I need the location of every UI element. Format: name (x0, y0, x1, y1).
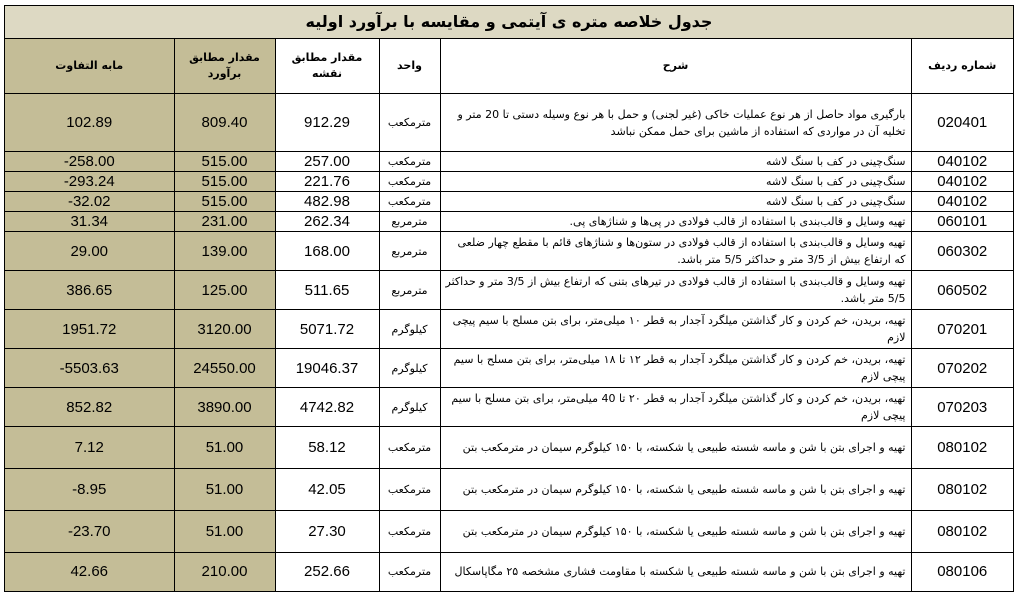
row-code: 040102 (911, 192, 1013, 212)
row-unit: کیلوگرم (379, 388, 440, 427)
table-row (5, 152, 1013, 172)
row-unit: مترمکعب (379, 94, 440, 152)
header-unit: واحد (379, 39, 440, 94)
row-difference: -32.02 (5, 192, 174, 212)
table-title: جدول خلاصه متره ی آیتمی و مقایسه با برآورد اولیه (5, 6, 1013, 39)
row-difference: 852.82 (5, 388, 174, 427)
table-row (5, 469, 1013, 511)
row-plan-qty: 912.29 (275, 94, 379, 152)
row-estimate-qty: 51.00 (174, 511, 275, 553)
row-plan-qty: 27.30 (275, 511, 379, 553)
row-unit: کیلوگرم (379, 349, 440, 388)
table-row (5, 192, 1013, 212)
row-code: 080102 (911, 511, 1013, 553)
row-estimate-qty: 515.00 (174, 172, 275, 192)
row-description: تهیه و اجرای بتن با شن و ماسه شسته طبیعی یا شکسته، با ۱۵۰ کیلوگرم سیمان در مترمکعب بتن (440, 427, 911, 469)
row-plan-qty: 5071.72 (275, 310, 379, 349)
header-estimate-qty: مقدار مطابق برآورد (174, 39, 275, 94)
row-code: 060101 (911, 212, 1013, 232)
row-description: تهیه، بریدن، خم کردن و کار گذاشتن میلگرد آجدار به قطر ۱۲ تا ۱۸ میلی‌متر، برای بتن مسلح با سیم پیچی لازم (440, 349, 911, 388)
row-estimate-qty: 210.00 (174, 553, 275, 591)
row-estimate-qty: 515.00 (174, 152, 275, 172)
row-plan-qty: 511.65 (275, 271, 379, 310)
row-difference: -258.00 (5, 152, 174, 172)
row-description: سنگ‌چینی در کف با سنگ لاشه (440, 152, 911, 172)
row-description: تهیه و اجرای بتن با شن و ماسه شسته طبیعی یا شکسته، با ۱۵۰ کیلوگرم سیمان در مترمکعب بتن (440, 469, 911, 511)
row-plan-qty: 257.00 (275, 152, 379, 172)
header-description: شرح (440, 39, 911, 94)
row-description: تهیه، بریدن، خم کردن و کار گذاشتن میلگرد آجدار به قطر ۲۰ تا 40 میلی‌متر، برای بتن مسلح با سیم پیچی لازم (440, 388, 911, 427)
header-difference: مابه التفاوت (5, 39, 174, 94)
row-estimate-qty: 3890.00 (174, 388, 275, 427)
row-estimate-qty: 51.00 (174, 469, 275, 511)
table-row (5, 310, 1013, 349)
row-description: تهیه و اجرای بتن با شن و ماسه شسته طبیعی یا شکسته، با ۱۵۰ کیلوگرم سیمان در مترمکعب بتن (440, 511, 911, 553)
row-estimate-qty: 51.00 (174, 427, 275, 469)
table-row (5, 388, 1013, 427)
table-row (5, 232, 1013, 271)
row-difference: -5503.63 (5, 349, 174, 388)
row-plan-qty: 42.05 (275, 469, 379, 511)
row-estimate-qty: 125.00 (174, 271, 275, 310)
row-unit: مترمکعب (379, 192, 440, 212)
row-difference: -8.95 (5, 469, 174, 511)
table-row (5, 349, 1013, 388)
table-row (5, 511, 1013, 553)
header-plan-qty: مقدار مطابق نقشه (275, 39, 379, 94)
header-row-no: شماره ردیف (911, 39, 1013, 94)
row-difference: 102.89 (5, 94, 174, 152)
row-estimate-qty: 515.00 (174, 192, 275, 212)
row-description: تهیه و اجرای بتن با شن و ماسه شسته طبیعی یا شکسته با مقاومت فشاری مشخصه ۲۵ مگاپاسکال (440, 553, 911, 591)
row-code: 060302 (911, 232, 1013, 271)
row-code: 080102 (911, 427, 1013, 469)
row-plan-qty: 252.66 (275, 553, 379, 591)
table-row (5, 271, 1013, 310)
row-plan-qty: 482.98 (275, 192, 379, 212)
row-difference: -293.24 (5, 172, 174, 192)
table-row (5, 94, 1013, 152)
row-code: 040102 (911, 172, 1013, 192)
row-code: 080102 (911, 469, 1013, 511)
row-unit: مترمکعب (379, 152, 440, 172)
row-code: 080106 (911, 553, 1013, 591)
row-description: تهیه وسایل و قالب‌بندی با استفاده از قالب فولادی در تیرهای بتنی که ارتفاع بیش از 3/5 متر و حداکثر 5/5 متر باشد. (440, 271, 911, 310)
table-row (5, 427, 1013, 469)
row-plan-qty: 168.00 (275, 232, 379, 271)
row-code: 070202 (911, 349, 1013, 388)
row-difference: 386.65 (5, 271, 174, 310)
row-code: 040102 (911, 152, 1013, 172)
row-code: 020401 (911, 94, 1013, 152)
row-description: تهیه وسایل و قالب‌بندی با استفاده از قالب فولادی در ستون‌ها و شناژهای قائم با مقطع چهار ضلعی که ارتفاع بیش از 3/5 متر و حداکثر 5/5 متر باشد. (440, 232, 911, 271)
row-estimate-qty: 24550.00 (174, 349, 275, 388)
row-plan-qty: 4742.82 (275, 388, 379, 427)
row-unit: کیلوگرم (379, 310, 440, 349)
row-unit: مترمکعب (379, 427, 440, 469)
row-description: سنگ‌چینی در کف با سنگ لاشه (440, 192, 911, 212)
table-row (5, 212, 1013, 232)
row-code: 060502 (911, 271, 1013, 310)
row-unit: مترمربع (379, 271, 440, 310)
summary-sheet (4, 5, 1014, 592)
row-difference: 42.66 (5, 553, 174, 591)
row-difference: -23.70 (5, 511, 174, 553)
row-difference: 1951.72 (5, 310, 174, 349)
header-row (5, 39, 1013, 94)
quantity-table (5, 39, 1013, 591)
row-unit: مترمکعب (379, 469, 440, 511)
row-estimate-qty: 231.00 (174, 212, 275, 232)
row-code: 070203 (911, 388, 1013, 427)
row-description: تهیه وسایل و قالب‌بندی با استفاده از قالب فولادی در پی‌ها و شناژهای پی. (440, 212, 911, 232)
row-estimate-qty: 809.40 (174, 94, 275, 152)
row-plan-qty: 19046.37 (275, 349, 379, 388)
row-plan-qty: 221.76 (275, 172, 379, 192)
row-estimate-qty: 139.00 (174, 232, 275, 271)
table-body (5, 94, 1013, 591)
row-plan-qty: 262.34 (275, 212, 379, 232)
row-description: سنگ‌چینی در کف با سنگ لاشه (440, 172, 911, 192)
row-plan-qty: 58.12 (275, 427, 379, 469)
table-row (5, 172, 1013, 192)
row-difference: 7.12 (5, 427, 174, 469)
row-difference: 31.34 (5, 212, 174, 232)
row-code: 070201 (911, 310, 1013, 349)
row-difference: 29.00 (5, 232, 174, 271)
row-unit: مترمربع (379, 232, 440, 271)
table-row (5, 553, 1013, 591)
row-unit: مترمکعب (379, 553, 440, 591)
row-description: تهیه، بریدن، خم کردن و کار گذاشتن میلگرد آجدار به قطر ۱۰ میلی‌متر، برای بتن مسلح با سیم پیچی لازم (440, 310, 911, 349)
row-estimate-qty: 3120.00 (174, 310, 275, 349)
row-unit: مترمکعب (379, 511, 440, 553)
row-unit: مترمربع (379, 212, 440, 232)
row-unit: مترمکعب (379, 172, 440, 192)
row-description: بارگیری مواد حاصل از هر نوع عملیات خاکی (غیر لجنی) و حمل با هر نوع وسیله دستی تا 20 متر و تخلیه آن در مواردی که استفاده از ماشین برای حمل ممکن نباشد (440, 94, 911, 152)
